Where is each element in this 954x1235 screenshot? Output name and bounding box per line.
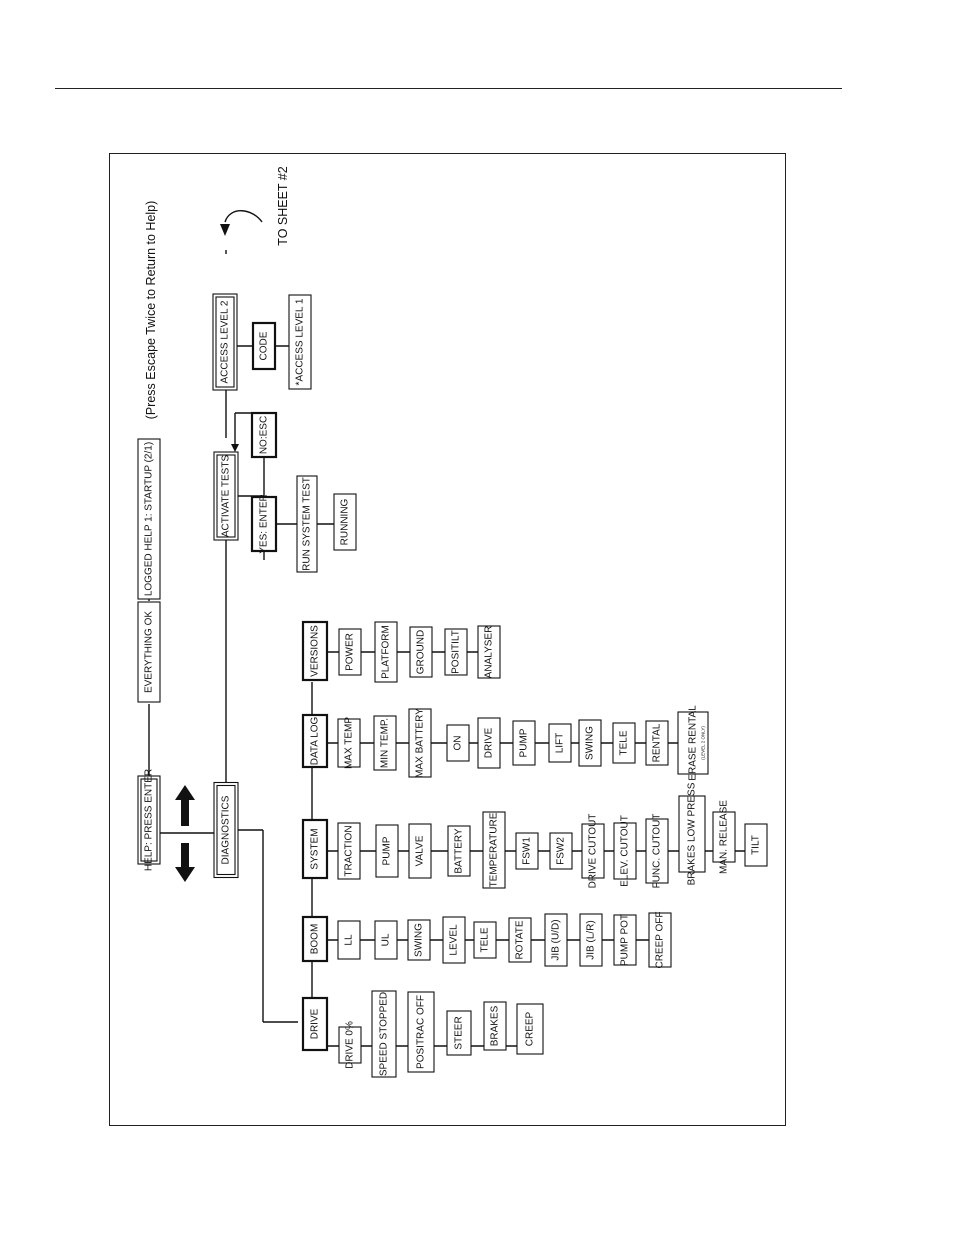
access-level-2-box — [213, 294, 237, 390]
data-log-item-5 — [513, 721, 535, 765]
running-box-label: RUNNING — [339, 498, 351, 546]
system-item-3 — [448, 826, 470, 876]
system-item-8-label: ELEV. CUTOUT — [619, 815, 631, 887]
boom-item-3-label: LEVEL — [448, 924, 460, 956]
boom-item-4 — [474, 922, 496, 958]
system-item-7 — [582, 814, 604, 889]
system-item-1 — [376, 825, 398, 877]
boom-item-3 — [443, 917, 465, 963]
drive-item-3 — [447, 1011, 471, 1055]
data-log-item-7-label: SWING — [584, 726, 596, 760]
down-arrow-icon — [175, 843, 195, 882]
versions-item-0 — [339, 629, 361, 675]
system-item-9-label: FUNC. CUTOUT — [651, 813, 663, 889]
versions-item-3 — [445, 629, 467, 675]
category-data-log — [303, 715, 327, 767]
help-press-enter-box — [138, 769, 160, 871]
run-system-test-box — [297, 476, 317, 572]
run-system-test-box-label: RUN SYSTEM TEST — [301, 477, 313, 571]
versions-item-2-label: GROUND — [415, 629, 427, 675]
boom-item-8-label: PUMP POT — [619, 913, 631, 967]
category-data-log-label: DATA LOG — [309, 716, 321, 766]
to-sheet-arrow-icon — [220, 224, 230, 236]
boom-item-2-label: SWING — [413, 923, 425, 957]
data-log-item-10-label: ERASE RENTAL — [687, 705, 699, 781]
category-versions — [303, 622, 327, 680]
data-log-item-6 — [549, 724, 571, 762]
data-log-item-4-label: DRIVE — [483, 727, 495, 759]
boom-item-9-label: CREEP OFF — [654, 911, 666, 969]
no-esc-box — [252, 413, 276, 457]
running-box — [334, 494, 356, 550]
boom-item-6-label: JIB (U/D) — [550, 919, 562, 961]
drive-item-0 — [339, 1021, 361, 1069]
boom-item-5 — [509, 918, 531, 962]
drive-item-0-label: DRIVE 0% — [344, 1021, 356, 1069]
escape-note-text: (Press Escape Twice to Return to Help) — [144, 200, 158, 420]
boom-item-7 — [580, 914, 602, 966]
boom-item-6 — [545, 914, 567, 966]
category-drive — [303, 998, 327, 1050]
system-item-7-label: DRIVE CUTOUT — [587, 813, 599, 889]
drive-item-4 — [484, 1002, 506, 1050]
data-log-item-6-label: LIFT — [554, 732, 566, 754]
category-versions-label: VERSIONS — [309, 625, 321, 677]
data-log-item-4 — [478, 718, 500, 768]
system-item-5-label: FSW1 — [521, 837, 533, 865]
up-arrow-icon — [175, 785, 195, 826]
versions-item-1 — [375, 622, 397, 682]
code-box-label: CODE — [258, 331, 270, 361]
category-boom-label: BOOM — [309, 923, 321, 955]
diagnostics-box-label: DIAGNOSTICS — [220, 795, 232, 865]
drive-item-4-label: BRAKES — [489, 1005, 501, 1047]
system-item-4 — [483, 812, 505, 888]
system-item-10 — [679, 782, 705, 885]
category-drive-label: DRIVE — [309, 1008, 321, 1040]
system-item-2 — [409, 824, 431, 878]
versions-item-4-label: ANALYSER — [483, 625, 495, 679]
data-log-item-3-label: ON — [452, 735, 464, 751]
no-esc-box-label: NO:ESC — [258, 415, 270, 455]
category-boom — [303, 917, 327, 961]
boom-item-1-label: UL — [380, 933, 392, 947]
versions-item-0-label: POWER — [344, 633, 356, 671]
drive-item-2 — [408, 992, 434, 1072]
versions-item-3-label: POSITILT — [450, 630, 462, 674]
category-system — [303, 820, 327, 878]
data-log-item-9 — [646, 721, 668, 765]
to-sheet-curve — [225, 211, 262, 222]
versions-item-2 — [410, 627, 432, 677]
system-item-11-label: MAN. RELEASE — [718, 800, 730, 874]
system-item-11 — [713, 800, 735, 874]
system-item-12-label: TILT — [750, 835, 762, 855]
boom-item-2 — [408, 920, 430, 960]
data-log-item-2-label: MAX BATTERY — [414, 708, 426, 778]
logged-help-box-label: LOGGED HELP 1: STARTUP (2/1) — [143, 441, 155, 597]
system-item-0-label: TRACTION — [343, 825, 355, 877]
drive-item-5-label: CREEP — [524, 1011, 536, 1047]
access-level-1-box-label: *ACCESS LEVEL 1 — [294, 298, 306, 386]
activate-tests-box — [214, 452, 238, 540]
escape-return-arrow-icon — [231, 444, 239, 452]
data-log-item-7 — [579, 720, 601, 766]
drive-item-1-label: SPEED STOPPED — [378, 991, 390, 1077]
versions-item-4 — [478, 626, 500, 679]
boom-item-8 — [614, 914, 636, 966]
system-item-5 — [516, 833, 538, 869]
data-log-item-1-label: MIN TEMP. — [379, 717, 391, 769]
system-item-6-label: FSW2 — [555, 837, 567, 865]
system-item-2-label: VALVE — [414, 835, 426, 867]
data-log-item-2 — [409, 708, 431, 778]
data-log-item-8 — [613, 723, 635, 763]
diagnostics-box — [214, 783, 238, 878]
boom-item-5-label: ROTATE — [514, 920, 526, 960]
versions-item-1-label: PLATFORM — [380, 625, 392, 679]
everything-ok-box — [138, 602, 160, 702]
yes-enter-box — [252, 494, 276, 553]
data-log-item-9-label: RENTAL — [651, 723, 663, 763]
code-box — [253, 323, 275, 369]
access-level-1-box — [289, 295, 311, 389]
data-log-item-8-label: TELE — [618, 730, 630, 756]
data-log-item-3 — [447, 725, 469, 761]
erase-rental-level-note: (LEVEL 2 ONLY) — [700, 726, 706, 760]
boom-item-0 — [338, 921, 360, 959]
boom-item-9 — [649, 911, 671, 968]
category-system-label: SYSTEM — [309, 828, 321, 870]
system-item-1-label: PUMP — [381, 836, 393, 866]
data-log-item-1 — [374, 716, 396, 770]
drive-item-3-label: STEER — [453, 1016, 465, 1050]
to-sheet-2-text: TO SHEET #2 — [276, 166, 290, 246]
system-item-12 — [745, 824, 767, 866]
logged-help-box — [138, 439, 160, 599]
system-item-0 — [338, 823, 360, 879]
system-item-8 — [614, 815, 636, 887]
activate-tests-box-label: ACTIVATE TESTS — [220, 454, 232, 538]
data-log-item-0 — [338, 717, 360, 769]
boom-item-4-label: TELE — [479, 927, 491, 953]
system-item-10-label: BRAKES LOW PRESS — [686, 782, 698, 886]
help-press-enter-box-label: HELP: PRESS ENTER — [143, 768, 155, 872]
data-log-item-0-label: MAX TEMP — [343, 716, 355, 770]
boom-item-1 — [375, 921, 397, 959]
system-item-6 — [550, 833, 572, 869]
yes-enter-box-label: YES: ENTER — [258, 494, 270, 554]
drive-item-5 — [517, 1004, 543, 1054]
everything-ok-box-label: EVERYTHING OK — [143, 610, 155, 694]
menu-boxes — [138, 294, 767, 1077]
access-level-2-box-label: ACCESS LEVEL 2 — [219, 300, 231, 384]
drive-item-2-label: POSITRAC OFF — [415, 995, 427, 1069]
data-log-item-5-label: PUMP — [518, 728, 530, 758]
system-item-4-label: TEMPERATURE — [488, 812, 500, 888]
boom-item-7-label: JIB (L/R) — [585, 920, 597, 960]
system-item-9 — [646, 814, 668, 889]
system-item-3-label: BATTERY — [453, 828, 465, 874]
drive-item-1 — [372, 991, 396, 1077]
boom-item-0-label: LL — [343, 934, 355, 946]
